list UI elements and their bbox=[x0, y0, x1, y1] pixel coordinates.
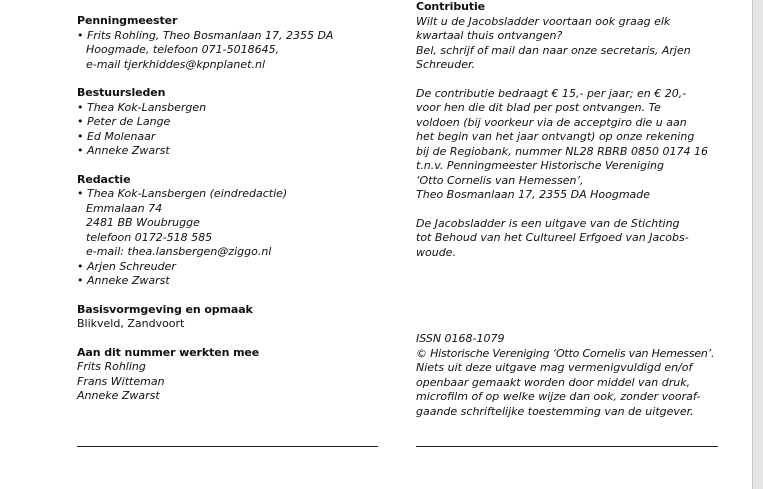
page-edge bbox=[752, 0, 763, 489]
contributie-text: Schreuder. bbox=[416, 58, 476, 71]
copyright-line: Niets uit deze uitgave mag vermenigvuldigd en/of bbox=[416, 361, 693, 374]
bestuurslid-item: • Ed Molenaar bbox=[77, 129, 156, 143]
basisvormgeving-heading: Basisvormgeving en opmaak bbox=[77, 302, 253, 316]
payment-text: Theo Bosmanlaan 17, 2355 DA Hoogmade bbox=[416, 188, 651, 201]
contributie-heading: Contributie bbox=[416, 0, 486, 13]
basisvormgeving-section bbox=[77, 303, 397, 332]
copyright-line: openbaar gemaakt worden door middel van druk, bbox=[416, 375, 691, 389]
publisher-statement bbox=[416, 217, 722, 261]
redactie-line: telefoon 0172-518 585 bbox=[86, 230, 213, 244]
payment-text: bij de Regiobank, nummer NL28 RBRB 0850 0174 16 bbox=[416, 144, 708, 158]
penningmeester-line: • Frits Rohling, Theo Bosmanlaan 17, 2355 DA bbox=[77, 28, 334, 42]
bestuurslid-item: • Anneke Zwarst bbox=[77, 144, 170, 157]
contributie-payment bbox=[416, 87, 722, 203]
publisher-text: woude. bbox=[416, 245, 456, 259]
copyright-line: microfilm of op welke wijze dan ook, zonder vooraf- bbox=[416, 390, 701, 403]
payment-text: ‘Otto Cornelis van Hemessen’, bbox=[416, 173, 584, 187]
colophon bbox=[416, 332, 722, 419]
bestuursleden-heading: Bestuursleden bbox=[77, 86, 166, 99]
contributie-text: Wilt u de Jacobsladder voortaan ook graag elk bbox=[416, 14, 671, 28]
redactie-line: 2481 BB Woubrugge bbox=[86, 216, 200, 229]
redactie-line: • Anneke Zwarst bbox=[77, 274, 170, 287]
penningmeester-section bbox=[77, 14, 397, 72]
contributie-section bbox=[416, 0, 722, 73]
right-column bbox=[416, 0, 722, 418]
payment-text: het begin van het jaar ontvangt) op onze rekening bbox=[416, 130, 695, 143]
basisvormgeving-text: Blikveld, Zandvoort bbox=[77, 317, 185, 330]
redactie-line: • Thea Kok-Lansbergen (eindredactie) bbox=[77, 187, 288, 200]
bestuursleden-section bbox=[77, 86, 397, 159]
bestuurslid-item: • Peter de Lange bbox=[77, 115, 171, 128]
payment-text: De contributie bedraagt € 15,- per jaar; en € 20,- bbox=[416, 86, 687, 100]
payment-text: voor hen die dit blad per post ontvangen. Te bbox=[416, 101, 661, 114]
contributie-text: kwartaal thuis ontvangen? bbox=[416, 29, 563, 42]
copyright-line: gaande schriftelijke toestemming van de uitgever. bbox=[416, 404, 694, 418]
medewerker-name: Frits Rohling bbox=[77, 360, 146, 373]
penningmeester-line: Hoogmade, telefoon 071-5018645, bbox=[86, 43, 280, 56]
redactie-line: e-mail: thea.lansbergen@ziggo.nl bbox=[86, 245, 272, 258]
publisher-text: De Jacobsladder is een uitgave van de Stichting bbox=[416, 216, 680, 230]
left-column bbox=[77, 0, 397, 404]
redactie-section bbox=[77, 173, 397, 289]
medewerkers-section bbox=[77, 346, 397, 404]
bottom-rule-right bbox=[416, 446, 718, 447]
bestuurslid-item: • Thea Kok-Lansbergen bbox=[77, 100, 207, 114]
penningmeester-line: e-mail tjerkhiddes@kpnplanet.nl bbox=[86, 57, 266, 71]
redactie-heading: Redactie bbox=[77, 172, 131, 186]
copyright-line: © Historische Vereniging ‘Otto Cornelis van Hemessen’. bbox=[416, 346, 715, 360]
medewerker-name: Frans Witteman bbox=[77, 374, 165, 388]
redactie-line: • Arjen Schreuder bbox=[77, 259, 176, 273]
medewerker-name: Anneke Zwarst bbox=[77, 389, 160, 402]
redactie-line: Emmalaan 74 bbox=[86, 201, 163, 215]
payment-text: voldoen (bij voorkeur via de acceptgiro die u aan bbox=[416, 115, 687, 129]
publisher-text: tot Behoud van het Cultureel Erfgoed van Jacobs- bbox=[416, 231, 689, 244]
penningmeester-heading: Penningmeester bbox=[77, 14, 178, 27]
medewerkers-heading: Aan dit nummer werkten mee bbox=[77, 345, 260, 359]
contributie-text: Bel, schrijf of mail dan naar onze secretaris, Arjen bbox=[416, 43, 691, 57]
issn: ISSN 0168-1079 bbox=[416, 332, 505, 345]
bottom-rule-left bbox=[77, 446, 378, 447]
payment-text: t.n.v. Penningmeester Historische Vereniging bbox=[416, 159, 664, 172]
